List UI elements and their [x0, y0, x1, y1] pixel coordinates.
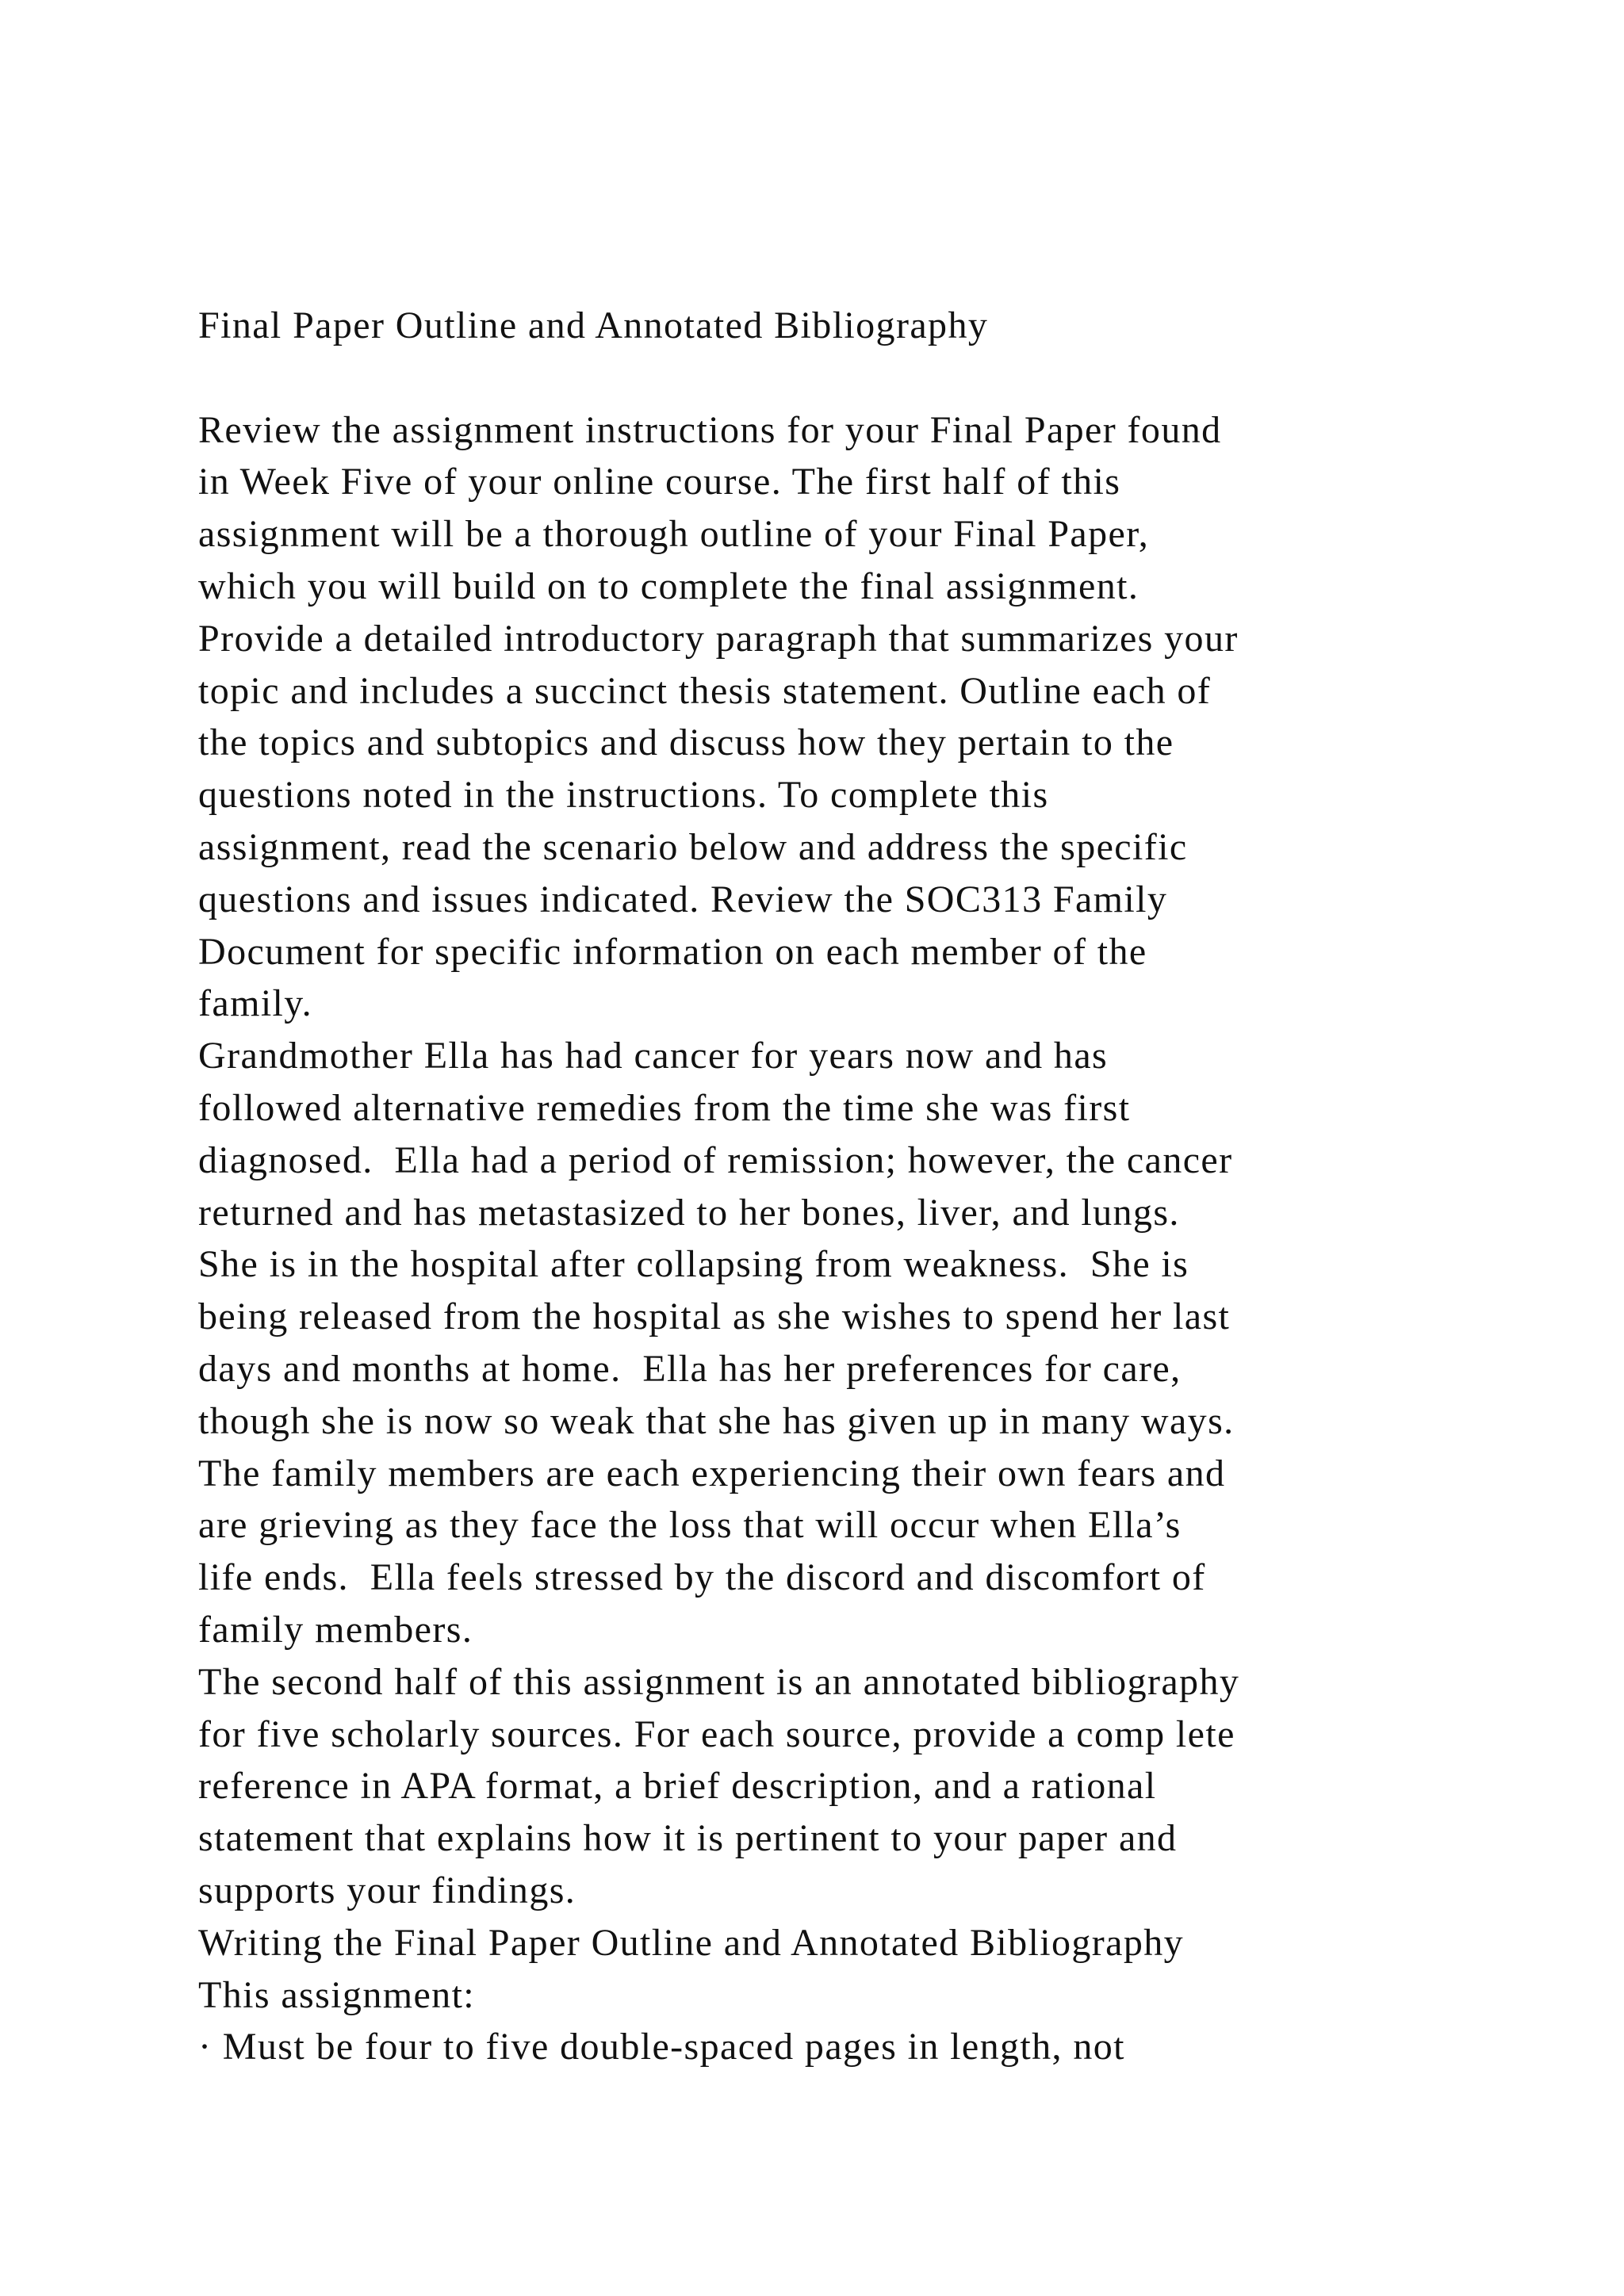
text-line: Grandmother Ella has had cancer for years now and has	[198, 1035, 1109, 1077]
text-line: for five scholarly sources. For each source, provide a comp lete	[198, 1712, 1235, 1755]
text-line: reference in APA format, a brief description, and a rational	[198, 1765, 1157, 1808]
document-body	[198, 300, 1499, 2073]
document-title: Final Paper Outline and Annotated Bibliography	[198, 304, 989, 346]
text-line: The second half of this assignment is an annotated bibliography	[198, 1660, 1240, 1703]
text-line: the topics and subtopics and discuss how they pertain to the	[198, 721, 1174, 764]
text-line: which you will build on to complete the final assignment.	[198, 564, 1139, 607]
list-item: · Must be four to five double-spaced pages in length, not	[198, 2026, 1125, 2068]
paragraph-bibliography	[198, 1656, 1499, 1917]
paragraph-scenario	[198, 1030, 1499, 1656]
text-line: days and months at home. Ella has her preferences for care,	[198, 1347, 1182, 1390]
text-line: statement that explains how it is pertinent to your paper and	[198, 1817, 1178, 1860]
text-line: questions noted in the instructions. To complete this	[198, 774, 1049, 817]
text-line: Provide a detailed introductory paragraph that summarizes your	[198, 617, 1239, 660]
text-line: The family members are each experiencing their own fears and	[198, 1452, 1226, 1494]
text-line: though she is now so weak that she has given up in many ways.	[198, 1399, 1235, 1442]
text-line: returned and has metastasized to her bones, liver, and lungs.	[198, 1191, 1180, 1234]
text-line: assignment will be a thorough outline of your Final Paper,	[198, 513, 1150, 556]
text-line: supports your findings.	[198, 1869, 576, 1911]
text-line: topic and includes a succinct thesis statement. Outline each of	[198, 669, 1212, 712]
text-line: questions and issues indicated. Review the SOC313 Family	[198, 878, 1168, 920]
section-heading: Writing the Final Paper Outline and Annotated Bibliography	[198, 1921, 1185, 1964]
text-line: assignment, read the scenario below and address the specific	[198, 825, 1188, 868]
text-line: being released from the hospital as she wishes to spend her last	[198, 1295, 1231, 1338]
title-spacer	[198, 352, 1499, 404]
text-line: are grieving as they face the loss that will occur when Ella’s	[198, 1504, 1182, 1547]
text-line: diagnosed. Ella had a period of remission; however, the cancer	[198, 1138, 1233, 1181]
text-line: She is in the hospital after collapsing from weakness. She is	[198, 1243, 1189, 1286]
text-line: family members.	[198, 1608, 473, 1651]
list-intro: This assignment:	[198, 1973, 476, 2016]
text-line: followed alternative remedies from the time she was first	[198, 1086, 1131, 1129]
text-line: in Week Five of your online course. The first half of this	[198, 461, 1121, 503]
paragraph-instructions	[198, 404, 1499, 1031]
text-line: life ends. Ella feels stressed by the discord and discomfort of	[198, 1556, 1206, 1599]
text-line: family.	[198, 982, 312, 1025]
text-line: Document for specific information on each member of the	[198, 930, 1147, 973]
text-line: Review the assignment instructions for your Final Paper found	[198, 408, 1222, 451]
